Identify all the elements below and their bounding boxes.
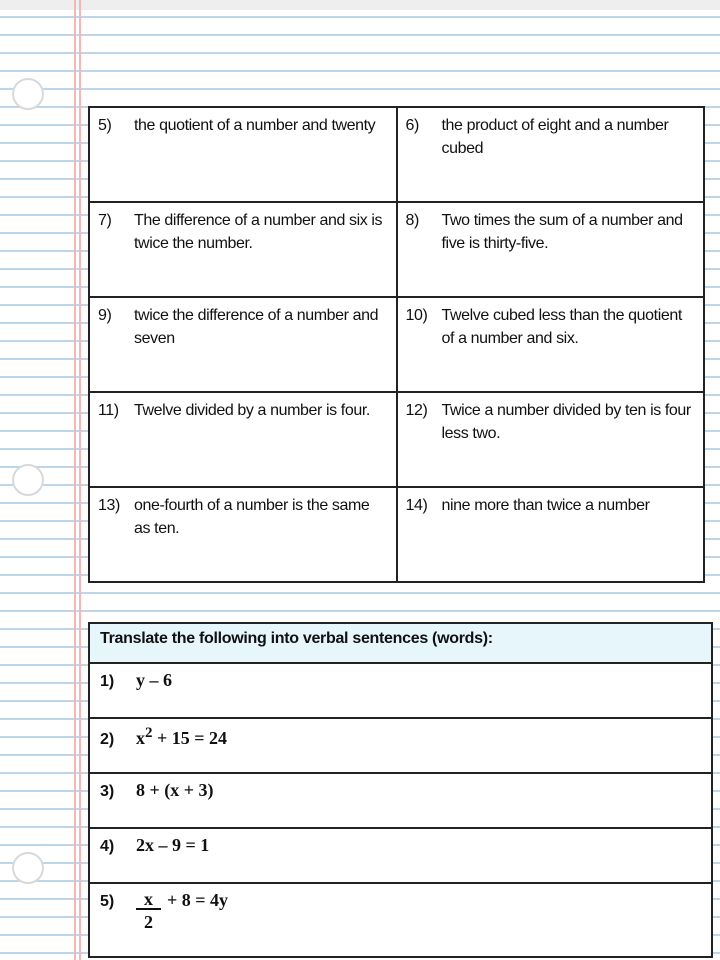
expression: 8 + (x + 3) — [136, 780, 214, 800]
item-number: 1) — [100, 673, 115, 690]
problem-number: 12) — [405, 402, 428, 419]
expression — [136, 725, 228, 748]
margin-line — [74, 0, 76, 960]
fraction-numerator: x — [136, 890, 161, 910]
expression-exponent: 2 — [145, 725, 153, 741]
problem-cell — [397, 487, 705, 582]
problem-number: 7) — [98, 212, 112, 229]
binder-hole — [12, 78, 44, 110]
expression-base: x — [136, 728, 145, 748]
problem-cell — [89, 392, 397, 487]
expression-rest: + 15 = 24 — [152, 728, 228, 748]
problem-cell — [397, 107, 705, 202]
translate-row — [89, 828, 712, 883]
page-top-band — [0, 0, 720, 10]
problem-cell — [89, 202, 397, 297]
problem-number: 9) — [98, 307, 112, 324]
problem-text: nine more than twice a number — [441, 497, 650, 514]
problem-number: 8) — [405, 212, 419, 229]
fraction — [136, 890, 161, 934]
problem-cell — [89, 107, 397, 202]
problem-cell — [397, 202, 705, 297]
problem-number: 11) — [98, 402, 119, 419]
problem-text: Two times the sum of a number and five is thirty-five. — [441, 212, 683, 252]
item-number: 2) — [100, 731, 115, 748]
translate-row — [89, 883, 712, 957]
item-number: 4) — [100, 838, 115, 855]
problem-cell — [397, 392, 705, 487]
expression: 2x – 9 = 1 — [136, 835, 210, 855]
problem-text: Twelve cubed less than the quotient of a number and six. — [441, 307, 682, 347]
translate-header: Translate the following into verbal sentences (words): — [89, 623, 712, 663]
problem-text: The difference of a number and six is twice the number. — [134, 212, 383, 252]
binder-hole — [12, 852, 44, 884]
problem-cell — [89, 297, 397, 392]
problem-number: 13) — [98, 497, 120, 514]
problem-cell — [89, 487, 397, 582]
problem-grid — [88, 106, 705, 583]
problem-text: Twice a number divided by ten is four less two. — [441, 402, 691, 442]
problem-text: twice the difference of a number and seven — [134, 307, 379, 347]
translate-row — [89, 663, 712, 718]
expression — [136, 889, 229, 932]
item-number: 3) — [100, 783, 115, 800]
problem-text: Twelve divided by a number is four. — [134, 402, 370, 419]
problem-text: the quotient of a number and twenty — [134, 117, 376, 134]
translate-row — [89, 718, 712, 773]
problem-text: one-fourth of a number is the same as ten. — [134, 497, 370, 537]
translate-row — [89, 773, 712, 828]
problem-number: 6) — [405, 117, 419, 134]
item-number: 5) — [100, 893, 115, 910]
problem-number: 10) — [405, 307, 428, 324]
translate-table — [88, 622, 713, 958]
problem-number: 5) — [98, 117, 112, 134]
binder-hole — [12, 464, 44, 496]
fraction-denominator: 2 — [144, 912, 153, 932]
problem-number: 14) — [405, 497, 428, 514]
problem-text: the product of eight and a number cubed — [441, 117, 669, 157]
margin-line — [79, 0, 81, 960]
expression: y – 6 — [136, 670, 172, 690]
expression-rest: + 8 = 4y — [167, 890, 229, 910]
problem-cell — [397, 297, 705, 392]
